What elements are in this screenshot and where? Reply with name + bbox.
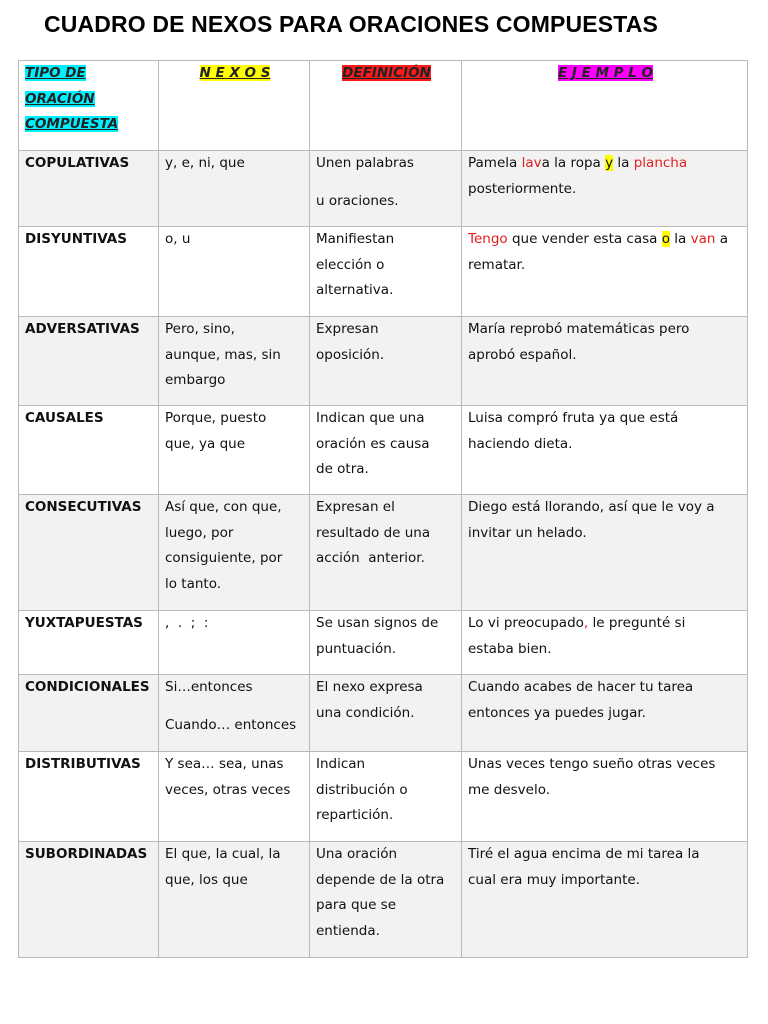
ejemplo-line: entonces ya puedes jugar. [468,704,646,721]
definicion-line: u oraciones. [316,192,399,209]
nexos-line: El que, la cual, la [165,846,281,862]
nexos-cell [159,842,310,958]
ejemplo-text: a la ropa [541,155,606,171]
table-header-row [19,61,748,151]
nexos-line: lo tanto. [165,575,222,592]
nexos-line: aunque, mas, sin [165,346,281,363]
table-row [19,317,748,406]
nexos-line: luego, por [165,524,234,541]
nexos-cell [159,752,310,842]
definicion-cell [310,495,462,611]
definicion-line: una condición. [316,704,415,721]
nexos-line: veces, otras veces [165,781,291,798]
header-ejemplo-cell [462,61,748,151]
definicion-line: Indican [316,756,366,772]
ejemplo-cell [462,752,748,842]
ejemplo-text: Pamela [468,155,522,171]
ejemplo-line: haciendo dieta. [468,435,573,452]
definicion-cell [310,842,462,958]
ejemplo-text: que vender esta casa [507,231,662,247]
ejemplo-line [468,611,743,637]
definicion-cell [310,406,462,495]
table-row [19,842,748,958]
nexos-cell [159,675,310,752]
nexos-line: Si…entonces [165,679,253,695]
header-tipo-line: COMPUESTA [25,116,119,132]
comma-highlight: , [583,615,589,631]
ejemplo-line: me desvelo. [468,781,551,798]
definicion-line: para que se [316,897,397,913]
ejemplo-cell [462,317,748,406]
definicion-line: El nexo expresa [316,679,423,695]
definicion-cell [310,317,462,406]
tipo-cell: CONSECUTIVAS [19,495,159,611]
ejemplo-line: invitar un helado. [468,524,587,541]
ejemplo-text: la [613,155,634,171]
ejemplo-cell [462,406,748,495]
nexos-cell [159,317,310,406]
verb-highlight: plancha [633,155,688,171]
header-tipo-line: TIPO DE [25,65,86,81]
ejemplo-cell [462,675,748,752]
table-row [19,752,748,842]
definicion-line: de otra. [316,461,369,477]
page-title: CUADRO DE NEXOS PARA ORACIONES COMPUESTAS [44,11,658,37]
definicion-line: Manifiestan [316,231,395,247]
header-definicion-cell [310,61,462,151]
definicion-line: Expresan el [316,499,395,515]
table-row [19,611,748,675]
header-ejemplo: E J E M P L O [557,65,654,81]
verb-highlight: van [690,231,716,247]
ejemplo-line: posteriormente. [468,180,577,197]
ejemplo-text: la [670,231,691,247]
ejemplo-line: Cuando acabes de hacer tu tarea [468,679,694,695]
nexos-line: Pero, sino, [165,321,235,337]
tipo-cell: DISTRIBUTIVAS [19,752,159,842]
nexos-cell [159,227,310,317]
nexos-table [18,60,748,958]
definicion-line: depende de la otra [316,871,445,888]
table-row [19,227,748,317]
nexos-line: que, los que [165,871,248,888]
ejemplo-line [468,151,743,177]
definicion-line: repartición. [316,807,394,823]
definicion-line: resultado de una [316,524,431,541]
nexos-line: consiguiente, por [165,550,283,566]
ejemplo-line: rematar. [468,256,526,273]
tipo-cell: CONDICIONALES [19,675,159,752]
tipo-cell: YUXTAPUESTAS [19,611,159,675]
table-row [19,495,748,611]
definicion-line: Indican que una [316,410,425,426]
nexos-line: Así que, con que, [165,499,282,515]
definicion-line: Una oración [316,846,398,862]
table-row [19,406,748,495]
ejemplo-line: María reprobó matemáticas pero [468,321,690,337]
nexos-line: o, u [165,231,191,247]
ejemplo-line: Unas veces tengo sueño otras veces [468,756,716,772]
definicion-line: entienda. [316,922,380,939]
definicion-line: Expresan [316,321,379,337]
definicion-cell [310,611,462,675]
ejemplo-line: estaba bien. [468,640,552,657]
nexos-line: Y sea… sea, unas [165,756,284,772]
nexo-highlight: o [661,231,670,247]
verb-highlight: Tengo [468,231,508,247]
ejemplo-line: aprobó español. [468,346,577,363]
nexos-cell [159,406,310,495]
definicion-line: oración es causa [316,435,430,452]
ejemplo-line: Diego está llorando, así que le voy a [468,499,715,515]
definicion-line: oposición. [316,346,385,363]
table-row [19,675,748,752]
ejemplo-text: le pregunté si [588,615,686,631]
header-nexos: N E X O S [199,65,271,81]
ejemplo-text: a [715,231,729,247]
ejemplo-cell [462,842,748,958]
nexos-line: y, e, ni, que [165,155,245,171]
definicion-line: Unen palabras [316,155,414,171]
ejemplo-line: cual era muy importante. [468,871,640,888]
definicion-cell [310,151,462,227]
definicion-line: acción anterior. [316,550,425,566]
nexos-line: Cuando… entonces [165,716,297,733]
verb-highlight: lav [521,155,542,171]
definicion-cell [310,675,462,752]
tipo-cell: ADVERSATIVAS [19,317,159,406]
nexos-cell [159,495,310,611]
header-tipo-line: ORACIÓN [25,90,95,107]
ejemplo-cell [462,611,748,675]
ejemplo-line [468,227,743,253]
definicion-line: Se usan signos de [316,615,439,631]
nexos-line: Porque, puesto [165,410,267,426]
nexos-line: que, ya que [165,435,245,452]
definicion-line: distribución o [316,781,408,798]
header-tipo-cell [19,61,159,151]
nexos-cell [159,611,310,675]
nexos-cell [159,151,310,227]
header-definicion: DEFINICIÓN [342,65,431,81]
table-row [19,151,748,227]
definicion-line: puntuación. [316,640,397,657]
definicion-cell [310,752,462,842]
definicion-cell [310,227,462,317]
tipo-cell: CAUSALES [19,406,159,495]
ejemplo-cell [462,227,748,317]
ejemplo-cell [462,151,748,227]
header-nexos-cell [159,61,310,151]
definicion-line: alternativa. [316,282,394,298]
tipo-cell: SUBORDINADAS [19,842,159,958]
ejemplo-cell [462,495,748,611]
tipo-cell: COPULATIVAS [19,151,159,227]
ejemplo-line: Tiré el agua encima de mi tarea la [468,846,700,862]
nexo-highlight: y [605,155,614,171]
tipo-cell: DISYUNTIVAS [19,227,159,317]
ejemplo-line: Luisa compró fruta ya que está [468,410,679,426]
nexos-line: , . ; : [165,615,209,631]
definicion-line: elección o [316,256,385,273]
ejemplo-text: Lo vi preocupado [468,615,584,631]
nexos-line: embargo [165,372,226,388]
